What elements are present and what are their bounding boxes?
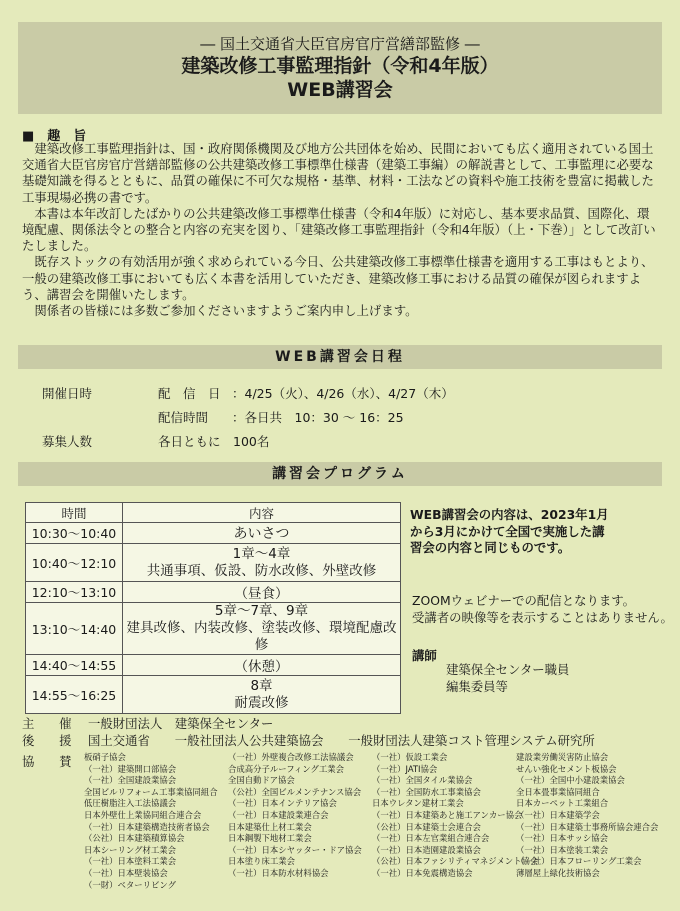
sponsor-name: （一社）日本建築学会 xyxy=(516,809,600,820)
content-line: 8章 xyxy=(250,677,273,694)
table-row xyxy=(26,523,401,544)
sponsor-name: 全国ビルリフォーム工事業協同組合 xyxy=(84,786,218,797)
note-line: ZOOMウェビナーでの配信となります。 xyxy=(412,593,636,608)
sponsor-name: （公社）全国ビルメンテナンス協会 xyxy=(228,786,362,797)
sponsor-name: 日本塗り床工業会 xyxy=(228,856,295,867)
sponsor-name: 合成高分子ルーフィング工業会 xyxy=(228,763,344,774)
sponsor-name: （一社）日本建築士事務所協会連合会 xyxy=(516,821,659,832)
purpose-heading: ■ 趣 旨 xyxy=(22,129,87,144)
table-row xyxy=(26,582,401,603)
row-time: 10:40～12:10 xyxy=(26,544,123,582)
lecturer: 編集委員等 xyxy=(446,678,508,694)
header-banner xyxy=(18,22,662,114)
sponsor-name: （一社）全国タイル業協会 xyxy=(372,775,473,786)
sponsor-name: 日本シーリング材工業会 xyxy=(84,844,176,855)
sponsor-name: （一社）外壁複合改修工法協議会 xyxy=(228,752,354,762)
sponsor-name: 日本カーペット工業組合 xyxy=(516,798,609,809)
sponsor-name: （一社）日本免震構造協会 xyxy=(372,867,473,878)
table-row xyxy=(26,655,401,676)
program-band: 講習会プログラム xyxy=(18,462,662,486)
sponsor-name: 日本建築仕上材工業会 xyxy=(228,821,312,832)
row-time: 14:40～14:55 xyxy=(26,655,123,676)
capacity-value: 各日ともに 100名 xyxy=(158,434,270,449)
table-row xyxy=(26,544,401,582)
row-content: （休憩） xyxy=(123,655,401,676)
sponsor-name: （一社）仮設工業会 xyxy=(372,752,448,762)
sponsor-name: （一社）日本シヤッター・ドア協会 xyxy=(228,844,362,855)
time-value: ：各日共 10：30 ～ 16：25 xyxy=(232,410,404,425)
content-line: 共通事項、仮設、防水改修、外壁改修 xyxy=(146,562,377,579)
sponsor-name: 日本外壁仕上業協同組合連合会 xyxy=(84,809,202,820)
purpose-paragraph: 本書は本年改訂したばかりの公共建築改修工事標準仕様書（令和4年版）に対応し、基本要求品質、国際化、環境配慮、関係法令との整合と内容の充実を図り、「建築改修工事監理指針（令和4年版）（上・下巻）」として改訂いたしました。 xyxy=(22,205,656,254)
dates-sub: 配 信 日 xyxy=(158,386,221,401)
sponsor-name: 日本ウレタン建材工業会 xyxy=(372,798,464,809)
supervision-line: ― 国土交通省大臣官房官庁営繕部監修 ― xyxy=(200,35,480,53)
table-row xyxy=(26,603,401,655)
col-header-time: 時間 xyxy=(26,503,123,523)
sponsor-name: 低圧樹脂注入工法協議会 xyxy=(84,798,177,809)
program-note xyxy=(410,507,609,557)
content-line: 建具改修、内装改修、塗装改修、環境配慮改修 xyxy=(126,620,397,653)
capacity-label: 募集人数 xyxy=(42,434,93,449)
sponsor-name: （一社）建築開口部協会 xyxy=(84,763,177,774)
sponsor-name: 薄層屋上緑化技術協会 xyxy=(516,867,600,878)
sponsor-name: （一社）日本造園建設業協会 xyxy=(372,844,481,855)
sponsor-name: （一社）JATI協会 xyxy=(372,763,438,774)
sponsor-name: （一社）日本建築構造技術者協会 xyxy=(84,821,210,832)
sponsor-name: （一社）日本塗料工業会 xyxy=(84,856,177,867)
dates-value: ：4/25（火）、4/26（水）、4/27（木） xyxy=(232,386,454,401)
sponsor-name: （一社）日本建築あと施工アンカー協会 xyxy=(372,809,523,820)
sponsor-name: （公社）日本建築士会連合会 xyxy=(372,821,481,832)
sponsor-name: 日本鋼製下地材工業会 xyxy=(228,833,312,844)
sponsor-name: （公社）日本ファシリティマネジメント協会 xyxy=(372,856,539,867)
sponsor-name: （一社）日本壁装協会 xyxy=(84,867,168,878)
row-content xyxy=(123,544,401,582)
note-line: から3月にかけて全国で実施した講 xyxy=(410,523,605,539)
purpose-paragraph: 既存ストックの有効活用が強く求められている今日、公共建築改修工事標準仕様書を適用する工事はもとより、一般の建築改修工事においても広く本書を活用していただき、建築改修工事における品質の確保が図られますよう、講習会を開催いたします。 xyxy=(22,254,654,302)
purpose-paragraph: 建築改修工事監理指針は、国・政府関係機関及び地方公共団体を始め、民間においても広く適用されている国土交通省大臣官房官庁営繕部監修の公共建築改修工事標準仕様書（建築工事編）の解説書として、工事監理に必要な基礎知識を得るとともに、品質の確保に不可欠な規格・基準、材料・工法などの資料や施工技術を豊富に掲載した工事現場必携の書です。 xyxy=(22,141,654,205)
purpose-text xyxy=(22,141,660,319)
row-time: 12:10～13:10 xyxy=(26,582,123,603)
row-content: （昼食） xyxy=(123,582,401,603)
content-line: 5章～7章、9章 xyxy=(214,603,309,619)
time-sub: 配信時間 xyxy=(158,410,209,425)
sponsor-name: 全日本畳事業協同組合 xyxy=(516,786,600,797)
cooperation-label: 協 賛 xyxy=(22,754,72,769)
sponsor-name: 全国自動ドア協会 xyxy=(228,775,295,786)
sponsor-name: （一社）全国中小建設業協会 xyxy=(516,775,625,786)
purpose-paragraph: 関係者の皆様には多数ご参加くださいますようご案内申し上げます。 xyxy=(34,303,418,319)
sponsor-name: （一社）日本サッシ協会 xyxy=(516,833,608,844)
program-table xyxy=(25,502,401,714)
dates-label: 開催日時 xyxy=(42,386,93,401)
row-content: あいさつ xyxy=(123,523,401,544)
title-line1: 建築改修工事監理指針（令和4年版） xyxy=(181,55,499,77)
row-content xyxy=(123,603,401,655)
lecturer-label: 講師 xyxy=(412,648,437,663)
host-value: 一般財団法人 建築保全センター xyxy=(88,716,274,731)
sponsor-name: 建設業労働災害防止協会 xyxy=(516,752,609,762)
sponsor-column-3 xyxy=(372,752,538,880)
lecturer: 建築保全センター職員 xyxy=(446,662,570,677)
support-value: 国土交通省 一般社団法人公共建築協会 一般財団法人建築コスト管理システム研究所 xyxy=(88,733,595,748)
title-line2: WEB講習会 xyxy=(287,79,393,101)
sponsor-name: （一財）ベターリビング xyxy=(84,879,176,890)
sponsor-name: （一社）日本インテリア協会 xyxy=(228,798,337,809)
sponsor-name: 板硝子協会 xyxy=(84,752,126,762)
zoom-note xyxy=(412,593,673,626)
sponsor-name: （一社）全国建設業協会 xyxy=(84,775,177,786)
note-line: WEB講習会の内容は、2023年1月 xyxy=(410,507,609,522)
sponsor-name: （一社）日本フローリング工業会 xyxy=(516,856,642,867)
sponsor-column-1 xyxy=(84,752,218,891)
row-time: 14:55～16:25 xyxy=(26,676,123,714)
sponsor-name: （一社）日本防水材料協会 xyxy=(228,867,329,878)
content-line: 耐震改修 xyxy=(234,694,289,711)
sponsor-column-4 xyxy=(516,752,658,880)
sponsor-name: （一社）日本建設業連合会 xyxy=(228,809,329,820)
support-label: 後 援 xyxy=(22,733,72,748)
sponsor-name: （一社）全国防水工事業協会 xyxy=(372,786,481,797)
sponsor-name: （公社）日本建築積算協会 xyxy=(84,833,185,844)
sponsor-name: せんい強化セメント板協会 xyxy=(516,763,617,774)
sponsor-column-2 xyxy=(228,752,362,880)
row-time: 13:10～14:40 xyxy=(26,603,123,655)
content-line: 1章～4章 xyxy=(232,545,291,562)
table-row xyxy=(26,676,401,714)
host-label: 主 催 xyxy=(22,716,72,731)
col-header-content: 内容 xyxy=(123,503,401,523)
sponsor-name: （一社）日本左官業組合連合会 xyxy=(372,833,490,844)
row-content xyxy=(123,676,401,714)
note-line: 習会の内容と同じものです。 xyxy=(410,540,571,555)
sponsor-name: （一社）日本塗装工業会 xyxy=(516,844,609,855)
note-line: 受講者の映像等を表示することはありません。 xyxy=(412,609,673,625)
row-time: 10:30～10:40 xyxy=(26,523,123,544)
schedule-band: WEB講習会日程 xyxy=(18,345,662,369)
lecturer-list xyxy=(446,662,569,695)
